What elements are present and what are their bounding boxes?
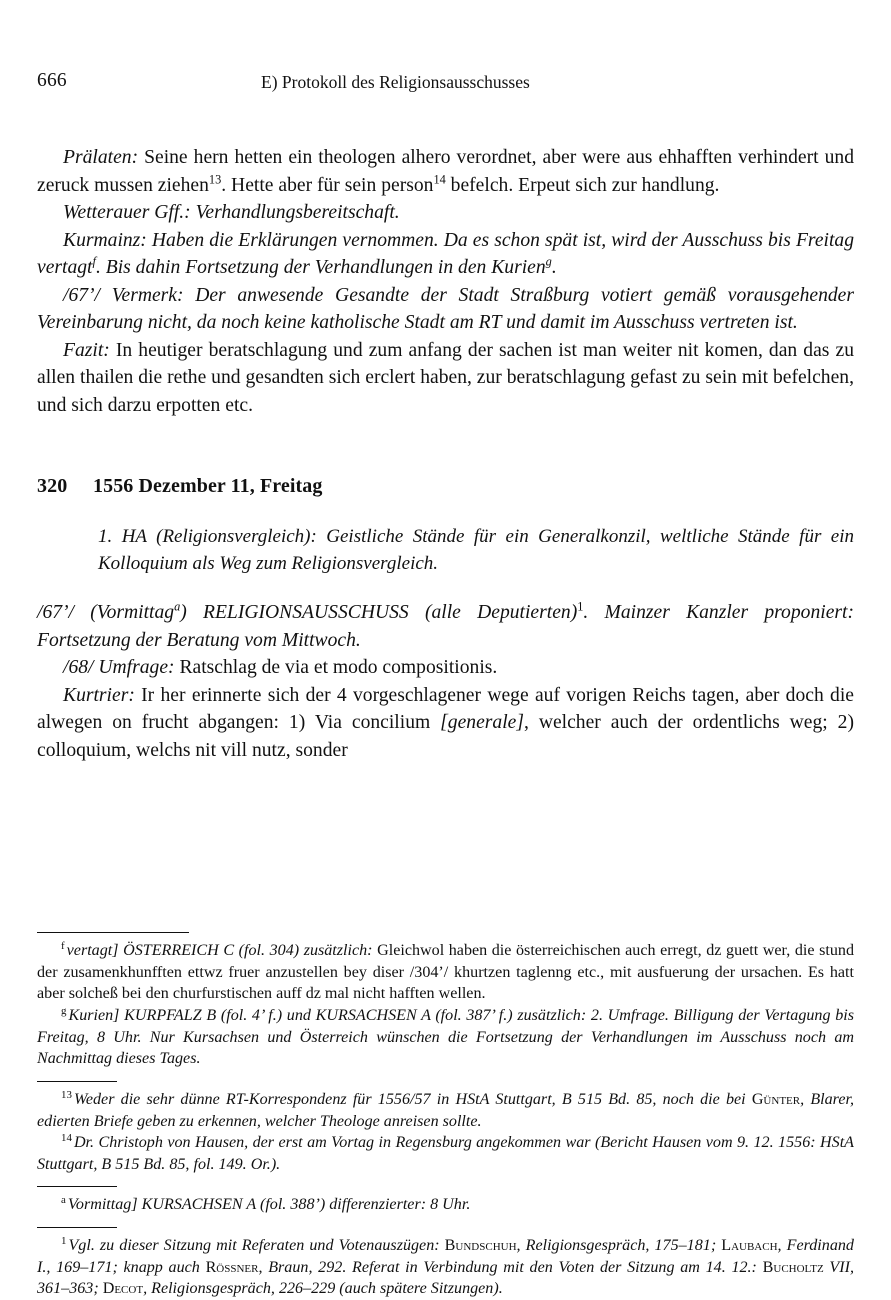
footnote-1-author-3: Rössner	[205, 1258, 259, 1276]
footnote-1-text-c: , Ferdinand I., 169–171; knapp auch	[37, 1237, 854, 1276]
praelaten-text-1: Seine hern hetten ein theologen alhero verordnet, aber were aus ehhafften verhindert und zeruck mussen ziehen	[37, 147, 854, 196]
section-number: 320	[37, 475, 68, 498]
kurmainz-text-a: Kurmainz: Haben die Erklärungen vernommen. Da es schon spät ist, wird der Ausschuss bis Freitag vertagt	[37, 229, 854, 279]
speaker-label-praelaten: Prälaten:	[63, 147, 139, 168]
umfrage-label: /68/ Umfrage:	[63, 657, 175, 679]
umfrage-text: Ratschlag de via et modo compositionis.	[174, 657, 498, 679]
footnote-13	[37, 1089, 854, 1132]
apparatus-note-a-marker: a	[61, 1194, 66, 1207]
footnote-1	[37, 1235, 854, 1300]
kurtrier-bracket-generale: [generale]	[440, 712, 524, 734]
footnote-1-author-5: Decot	[102, 1280, 144, 1298]
apparatus-block-letter-a	[37, 1186, 854, 1216]
body-text-lower	[37, 599, 854, 764]
footnote-1-text-d: , Braun, 292. Referat in Verbindung mit den Voten der Sitzung am 14. 12.:	[258, 1258, 763, 1276]
paragraph-vermerk: /67’/ Vermerk: Der anwesende Gesandte der Stadt Straßburg votiert gemäß vorausgehender Vereinbarung nicht, da noch keine katholische Stadt am RT und damit im Ausschuss vertreten ist.	[37, 284, 854, 334]
footnote-1-text-a: Vgl. zu dieser Sitzung mit Referaten und Votenauszügen:	[68, 1237, 445, 1255]
footnote-separator-rule	[37, 1227, 117, 1228]
apparatus-note-a-text: Vormittag] KURSACHSEN A (fol. 388’) differenzierter: 8 Uhr.	[67, 1196, 471, 1214]
paragraph-wetterauer: Wetterauer Gff.: Verhandlungsbereitschaft.	[63, 202, 400, 224]
apparatus-block-notes-13-14	[37, 1081, 854, 1176]
footnote-1-author-4: Bucholtz	[762, 1258, 824, 1276]
fazit-text: In heutiger beratschlagung und zum anfang der sachen ist man weiter nit komen, dan das zu allen thailen die rethe und gesandten sich erclert haben, zur beratschlagung gefast zu sein mit befelchen, und sich darzu erpotten etc.	[37, 339, 854, 416]
kurmainz-text-b: . Bis dahin Fortsetzung der Verhandlungen in den Kurien	[95, 257, 546, 279]
praelaten-text-2: . Hette aber für sein person	[221, 174, 434, 196]
footnote-14-marker: 14	[61, 1131, 72, 1144]
apparatus-ref-a[interactable]: a	[174, 599, 181, 614]
paragraph-umfrage	[37, 654, 854, 682]
religionsausschuss-text-a: /67’/ (Vormittag	[37, 602, 175, 624]
section-heading	[37, 475, 854, 498]
footnote-ref-1[interactable]: 1	[577, 599, 584, 614]
speaker-label-fazit: Fazit:	[63, 339, 110, 361]
footnote-ref-13[interactable]: 13	[208, 171, 222, 186]
speaker-label-kurtrier: Kurtrier:	[63, 684, 135, 706]
footnote-1-text-e: VII, 361–363;	[37, 1258, 854, 1298]
footnote-apparatus	[37, 921, 854, 1300]
footnote-14-text: Dr. Christoph von Hausen, der erst am Vortag in Regensburg angekommen war (Bericht Hausen vom 9. 12. 1556: HStA Stuttgart, B 515 Bd. 85, fol. 149. Or.).	[37, 1134, 854, 1173]
apparatus-ref-g[interactable]: g	[545, 254, 552, 269]
kurtrier-text-b: , welcher auch der ordentlichs weg; 2) colloquium, welchs nit vill nutz, sonder	[37, 712, 854, 761]
footnote-1-text-f: , Religionsgespräch, 226–229 (auch spätere Sitzungen).	[143, 1280, 503, 1298]
footnote-separator-rule	[37, 1081, 117, 1082]
apparatus-note-g-marker: g	[61, 1004, 67, 1017]
section-title: 1556 Dezember 11, Freitag	[93, 475, 323, 498]
footnote-13-text-b: , Blarer, edierten Briefe geben zu erkennen, welcher Theologe anreisen sollte.	[37, 1090, 854, 1130]
apparatus-block-letters-fg	[37, 932, 854, 1070]
footnote-separator-rule	[37, 932, 189, 933]
apparatus-note-g-text: Kurien] KURPFALZ B (fol. 4’ f.) und KURSACHSEN A (fol. 387’ f.) zusätzlich: 2. Umfrage. Billigung der Vertagung bis Freitag, 8 Uhr. Nur Kursachsen und Österreich wünschen die Fortsetzung der Verhandlungen im Ausschuss noch am Nachmittag dieses Tages.	[37, 1006, 854, 1068]
footnote-14	[37, 1132, 854, 1175]
apparatus-block-note-1	[37, 1227, 854, 1300]
apparatus-note-f-text: Gleichwol haben die österreichischen auch erregt, dz guett wer, die stund der zusamenkhunfften ettwz fruer anzustellen bey diser /304’/ khurtzen taglenng etc., mit ausfuerung der ursachen. Es hatt aber solcheß bei den churfurstischen auff dz mal nicht hafften wellen.	[37, 942, 854, 1003]
paragraph-fazit	[37, 337, 854, 420]
regest-summary: 1. HA (Religionsvergleich): Geistliche Stände für ein Generalkonzil, weltliche Stände für ein Kolloquium als Weg zum Religionsvergleich.	[98, 526, 854, 574]
footnote-ref-14[interactable]: 14	[433, 171, 446, 186]
footnote-1-author-2: Laubach	[721, 1237, 778, 1255]
footnote-separator-rule	[37, 1186, 117, 1187]
paragraph-religionsausschuss	[37, 599, 854, 654]
apparatus-note-f-marker: f	[61, 939, 65, 952]
apparatus-note-f	[37, 940, 854, 1005]
footnote-1-marker: 1	[61, 1234, 67, 1247]
religionsausschuss-text-b: ) RELIGIONSAUSSCHUSS (alle Deputierten)	[180, 602, 578, 624]
apparatus-note-f-lemma: vertagt] ÖSTERREICH C (fol. 304) zusätzlich:	[66, 942, 373, 960]
footnote-13-marker: 13	[61, 1088, 72, 1101]
footnote-13-author: Günter	[751, 1090, 801, 1108]
body-text-upper	[37, 144, 854, 419]
apparatus-note-g	[37, 1005, 854, 1070]
footnote-1-author-1: Bundschuh	[444, 1237, 517, 1255]
kurmainz-text-c: .	[551, 257, 557, 279]
kurtrier-text-a: Ir her erinnerte sich der 4 vorgeschlagener wege auf vorigen Reichs tagen, aber doch die alwegen on frucht abgangen: 1) Via concilium	[37, 684, 854, 734]
apparatus-ref-f[interactable]: f	[92, 254, 96, 269]
religionsausschuss-text-c: . Mainzer Kanzler proponiert: Fortsetzung der Beratung vom Mittwoch.	[37, 602, 854, 651]
paragraph-kurmainz	[37, 227, 854, 282]
apparatus-note-a	[37, 1194, 854, 1216]
page-number: 666	[37, 70, 67, 91]
footnote-13-text-a: Weder die sehr dünne RT-Korrespondenz für 1556/57 in HStA Stuttgart, B 515 Bd. 85, noch die bei	[73, 1090, 752, 1108]
praelaten-text-3: befelch. Erpeut sich zur handlung.	[445, 174, 720, 196]
paragraph-kurtrier	[37, 682, 854, 765]
running-title: E) Protokoll des Religionsausschusses	[261, 72, 530, 92]
footnote-1-text-b: , Religionsgespräch, 175–181;	[516, 1237, 722, 1255]
page-header	[37, 0, 854, 114]
paragraph-praelaten	[37, 144, 854, 199]
